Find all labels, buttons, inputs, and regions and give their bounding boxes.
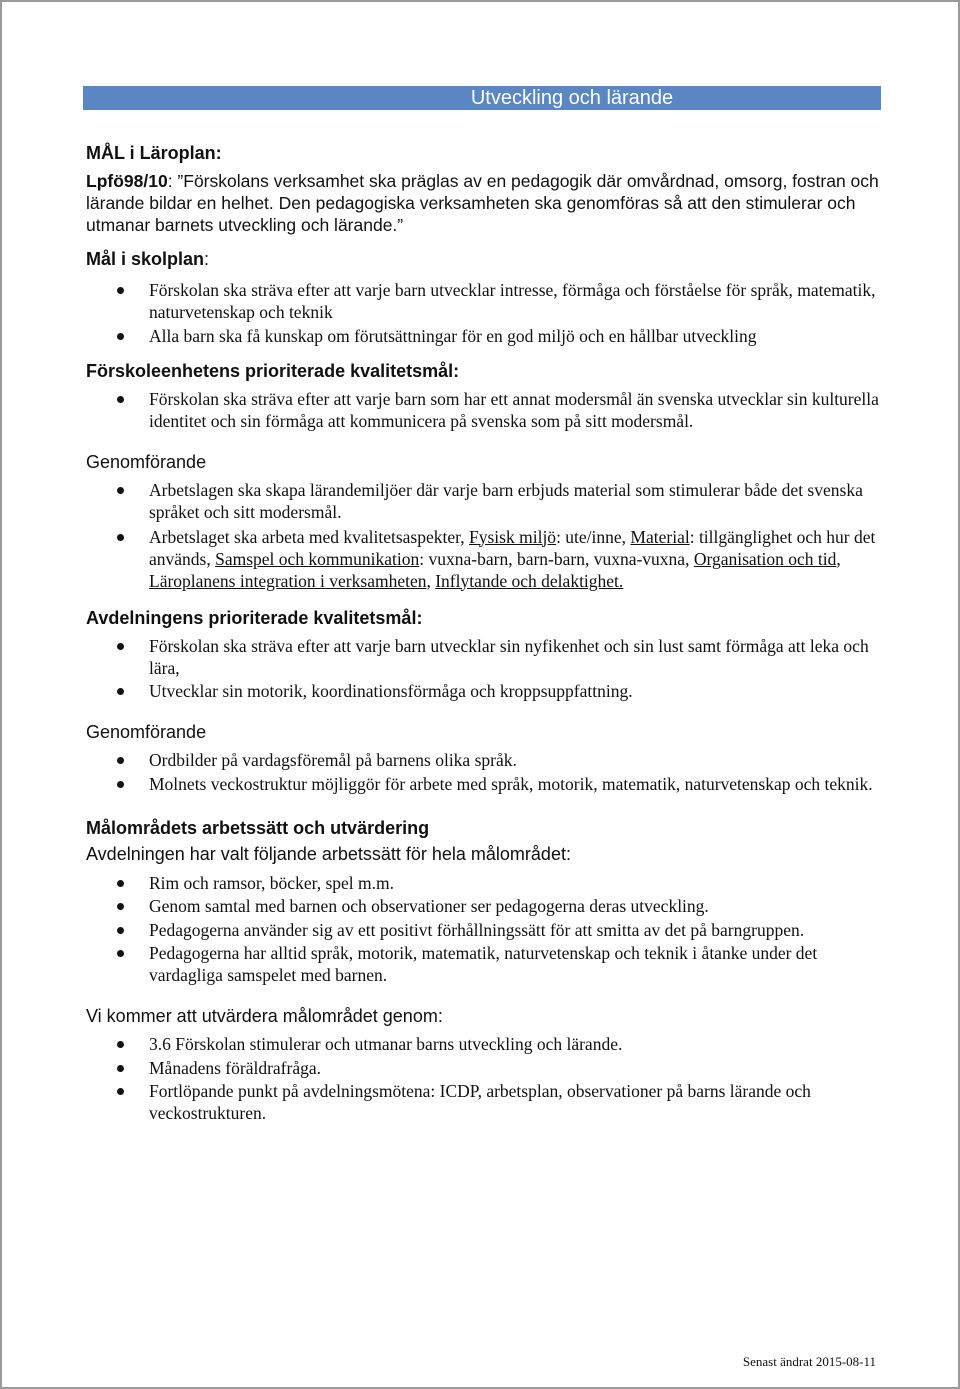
document-content [86,140,886,1126]
skolplan-list [86,279,886,347]
list-item-kvalitetsaspekter: Arbetslaget ska arbeta med kvalitetsaspekter, Fysisk miljö: ute/inne, Material: tillgänglighet och hur det används, Samspel och kommunikation: vuxna-barn, barn-barn, vuxna-vuxna, Organisation och tid, Läroplanens integration i verksamheten, Inflytande och delaktighet. [86,526,886,592]
list-item: Rim och ramsor, böcker, spel m.m. [86,872,886,894]
laroplan-paragraph [86,170,886,236]
utvardering-list [86,1033,886,1124]
heading-forskoleenhet: Förskoleenhetens prioriterade kvalitetsmål: [86,360,460,381]
list-item: Fortlöpande punkt på avdelningsmötena: ICDP, arbetsplan, observationer på barns lärande och veckostrukturen. [86,1080,886,1124]
laroplan-ref: Lpfö98/10 [86,171,168,191]
heading-genomforande-1: Genomförande [86,451,207,472]
list-item: Månadens föräldrafråga. [86,1057,886,1079]
heading-genomforande-2: Genomförande [86,722,207,742]
list-item: Molnets veckostruktur möjliggör för arbete med språk, motorik, matematik, naturvetenskap och teknik. [86,773,886,795]
heading-mal-skolplan: Mål i skolplan: [86,249,210,269]
list-item: Ordbilder på vardagsföremål på barnens olika språk. [86,749,886,771]
list-item: Arbetslagen ska skapa lärandemiljöer där varje barn erbjuds material som stimulerar både det svenska språket och sitt modersmål. [86,479,886,523]
list-item: Alla barn ska få kunskap om förutsättningar för en god miljö och en hållbar utveckling [86,325,886,347]
list-item: Förskolan ska sträva efter att varje barn utvecklar intresse, förmåga och förståelse för språk, matematik, naturvetenskap och teknik [86,279,886,323]
footer-last-modified: Senast ändrat 2015-08-11 [742,1354,876,1369]
avdelning-list [86,635,886,703]
list-item: Pedagogerna använder sig av ett positivt förhållningssätt för att smitta av det på barngruppen. [86,919,886,941]
page-title-banner: Utveckling och lärande [83,86,881,110]
laroplan-text: : ”Förskolans verksamhet ska präglas av en pedagogik där omvårdnad, omsorg, fostran och lärande bildar en helhet. Den pedagogiska verksamheten ska genomföras så att den stimulerar och utmanar barnets utveckling och lärande.” [86,171,879,235]
heading-utvardering: Vi kommer att utvärdera målområdet genom: [86,1006,443,1026]
genomforande-1-list [86,479,886,592]
arbetssatt-list [86,872,886,987]
heading-mal-laroplan: MÅL i Läroplan: [86,143,222,163]
arbetssatt-subheading: Avdelningen har valt följande arbetssätt för hela målområdet: [86,843,571,864]
list-item: Genom samtal med barnen och observationer ser pedagogerna deras utveckling. [86,895,886,917]
list-item: 3.6 Förskolan stimulerar och utmanar barns utveckling och lärande. [86,1033,886,1055]
genomforande-2-list [86,749,886,795]
list-item: Utvecklar sin motorik, koordinationsförmåga och kroppsuppfattning. [86,680,886,702]
heading-arbetssatt: Målområdets arbetssätt och utvärdering [86,817,430,838]
forskoleenhet-list [86,388,886,432]
list-item: Pedagogerna har alltid språk, motorik, matematik, naturvetenskap och teknik i åtanke under det vardagliga samspelet med barnen. [86,942,886,986]
heading-avdelning: Avdelningens prioriterade kvalitetsmål: [86,607,423,628]
list-item: Förskolan ska sträva efter att varje barn utvecklar sin nyfikenhet och sin lust samt förmåga att leka och lära, [86,635,886,679]
list-item: Förskolan ska sträva efter att varje barn som har ett annat modersmål än svenska utvecklar sin kulturella identitet och sin förmåga att kommunicera på svenska som på sitt modersmål. [86,388,886,432]
